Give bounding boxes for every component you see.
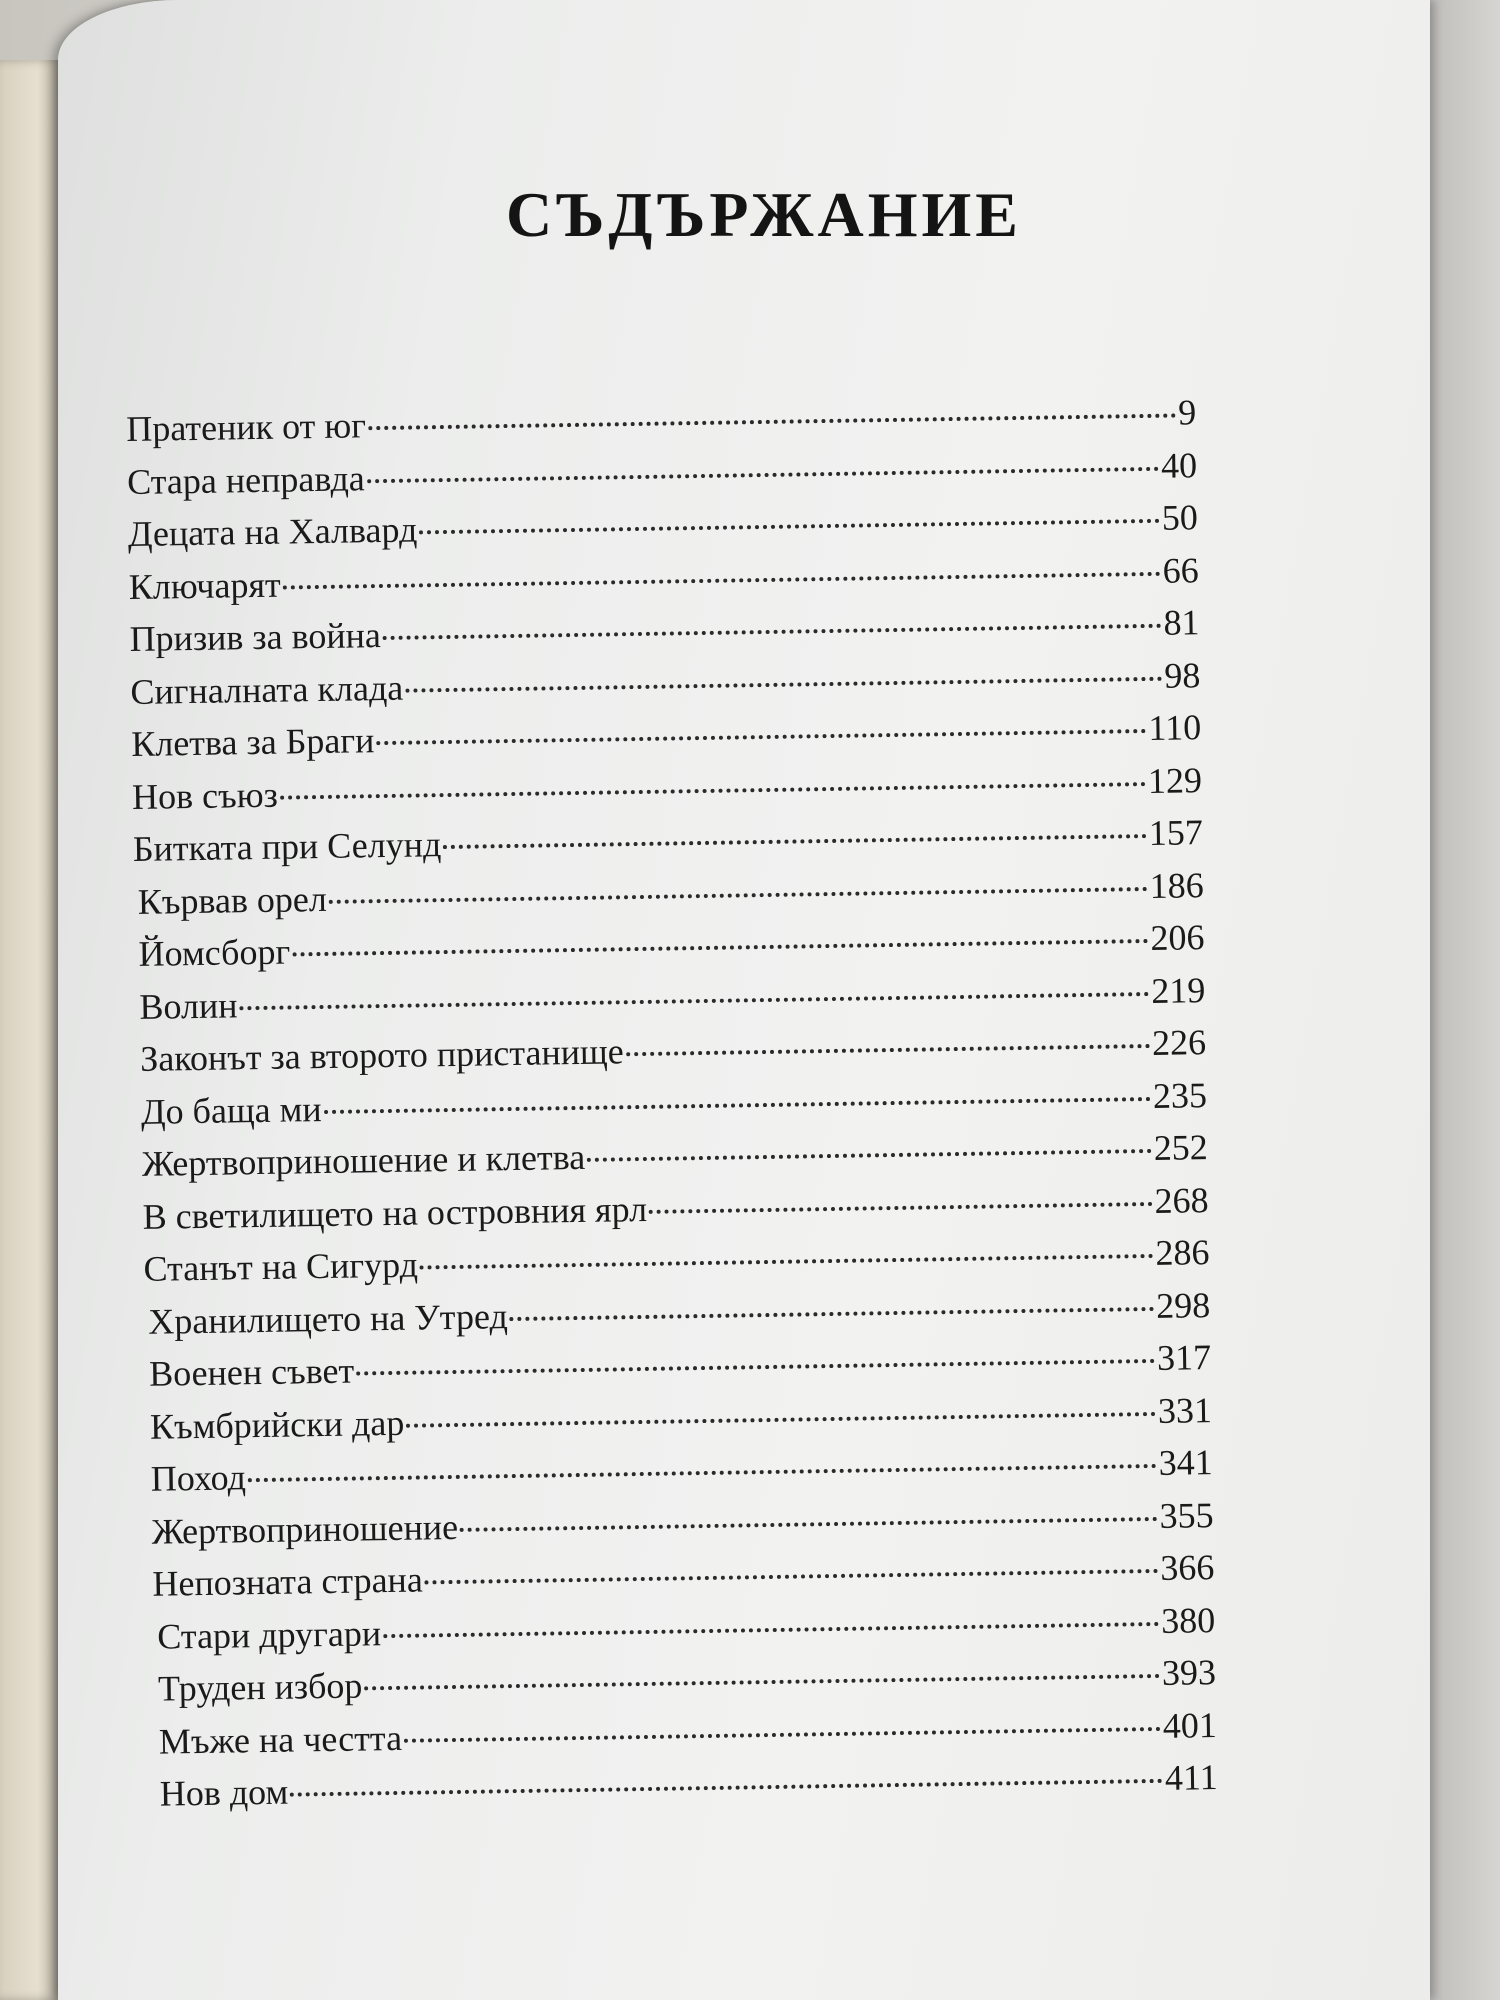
toc-entry-page-number: 186 — [1149, 864, 1204, 906]
toc-entry-title: Битката при Селунд — [132, 824, 442, 869]
dot-leader — [406, 1411, 1156, 1427]
dot-leader — [383, 624, 1162, 640]
toc-entry-page-number: 286 — [1155, 1232, 1210, 1273]
toc-entry-page-number: 252 — [1153, 1127, 1209, 1168]
dot-leader — [587, 1149, 1152, 1162]
toc-entry-title: Призив за война — [129, 615, 382, 659]
toc-entry-title: Поход — [150, 1457, 247, 1499]
dot-leader — [404, 1726, 1161, 1742]
toc-entry-page-number: 129 — [1147, 759, 1203, 801]
toc-entry-title: Йомсборг — [138, 931, 291, 974]
toc-entry-page-number: 226 — [1151, 1022, 1207, 1063]
toc-entry-page-number: 9 — [1177, 392, 1197, 433]
dot-leader — [649, 1201, 1153, 1213]
dot-leader — [283, 571, 1161, 589]
toc-entry-title: Военен съвет — [148, 1350, 355, 1394]
toc-entry-title: Ключарят — [128, 564, 281, 607]
toc-entry-page-number: 341 — [1158, 1442, 1214, 1483]
dot-leader — [383, 1621, 1159, 1637]
toc-entry-page-number: 40 — [1160, 444, 1198, 486]
toc-entry-title: Пратеник от юг — [126, 405, 367, 449]
toc-entry-page-number: 110 — [1148, 707, 1202, 748]
toc-entry-page-number: 355 — [1159, 1494, 1214, 1536]
toc-entry-page-number: 393 — [1161, 1652, 1217, 1693]
toc-entry-title: Жертвоприношение — [151, 1506, 459, 1552]
toc-entry-title: Клетва за Браги — [130, 720, 375, 764]
toc-entry-title: Жертвоприношение и клетва — [141, 1136, 586, 1184]
dot-leader — [626, 1044, 1150, 1056]
toc-entry-page-number: 317 — [1156, 1337, 1212, 1378]
dot-leader — [419, 519, 1160, 535]
toc-entry-title: Непозната страна — [152, 1559, 424, 1604]
dot-leader — [292, 939, 1148, 956]
toc-entry-page-number: 366 — [1160, 1547, 1215, 1588]
dot-leader — [367, 466, 1159, 482]
toc-entry-title: Станът на Сигурд — [143, 1244, 419, 1289]
toc-entry-title: Къмбрийски дар — [149, 1402, 405, 1447]
dot-leader — [405, 676, 1162, 692]
toc-entry-title: Законът за второто пристанище — [139, 1031, 625, 1079]
left-page-edge — [0, 60, 62, 2000]
toc-entry-title: Мъже на честта — [158, 1717, 403, 1762]
dot-leader — [324, 1096, 1151, 1113]
dot-leader — [364, 1674, 1160, 1690]
toc-entry-page-number: 219 — [1150, 969, 1206, 1011]
toc-entry-page-number: 401 — [1162, 1704, 1218, 1746]
toc-entry-page-number: 50 — [1161, 497, 1199, 538]
toc-entry-title: Нов съюз — [131, 774, 279, 817]
toc-entry-page-number: 331 — [1157, 1389, 1213, 1431]
toc-entry-page-number: 380 — [1160, 1599, 1216, 1641]
dot-leader — [329, 887, 1148, 904]
toc-entry-title: Сигналната клада — [130, 667, 404, 712]
toc-entry-title: Труден избор — [157, 1665, 363, 1709]
dot-leader — [460, 1516, 1158, 1531]
toc-entry-title: До баща ми — [140, 1088, 322, 1132]
toc-entry-title: Децата на Халвард — [127, 509, 418, 554]
toc-entry-title: Волин — [139, 984, 238, 1027]
toc-entry-page-number: 81 — [1163, 602, 1200, 643]
toc-entry-title: Стари другари — [156, 1612, 382, 1657]
dot-leader — [368, 414, 1176, 431]
toc-entry-title: Нов дом — [159, 1771, 289, 1814]
table-of-contents — [126, 391, 1218, 1825]
toc-entry-title: Хранилището на Утред — [148, 1295, 509, 1342]
toc-entry-title: В светилището на островния ярл — [142, 1188, 648, 1237]
dot-leader — [280, 782, 1146, 800]
dot-leader — [376, 729, 1146, 745]
toc-entry-page-number: 206 — [1150, 917, 1205, 958]
toc-entry-title: Кървав орел — [137, 878, 328, 922]
toc-entry-title: Стара неправда — [126, 457, 366, 502]
dot-leader — [239, 991, 1149, 1009]
dot-leader — [356, 1359, 1155, 1376]
page-title: СЪДЪРЖАНИЕ — [506, 178, 1022, 250]
toc-entry-page-number: 235 — [1152, 1074, 1208, 1116]
page-right-edge — [1430, 0, 1500, 2000]
toc-entry-page-number: 411 — [1164, 1757, 1218, 1798]
dot-leader — [443, 834, 1147, 849]
toc-entry-page-number: 298 — [1155, 1284, 1211, 1326]
toc-entry-page-number: 98 — [1164, 654, 1201, 696]
dot-leader — [248, 1464, 1157, 1482]
dot-leader — [420, 1254, 1154, 1270]
toc-entry-page-number: 157 — [1148, 812, 1204, 853]
dot-leader — [510, 1306, 1155, 1320]
toc-entry-page-number: 66 — [1162, 549, 1199, 591]
toc-entry-page-number: 268 — [1154, 1179, 1209, 1221]
dot-leader — [425, 1569, 1159, 1585]
dot-leader — [290, 1779, 1163, 1797]
